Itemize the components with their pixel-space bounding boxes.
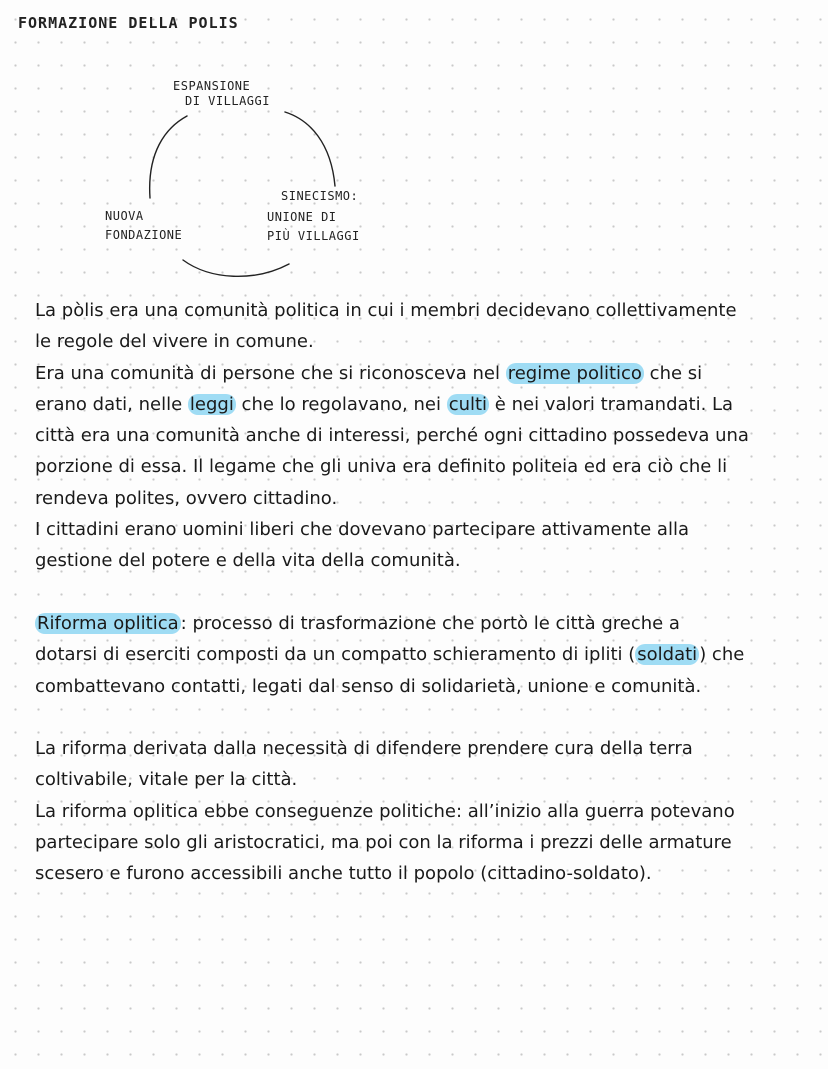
text-line: Era una comunità di persone che si riconosceva nel regime politico che si: [35, 362, 703, 384]
arc-top-right: [285, 112, 335, 186]
node-right-line-2: UNIONE DI: [267, 210, 337, 224]
highlight-leggi: leggi: [189, 393, 234, 415]
node-right-line-3: PIÙ VILLAGGI: [267, 229, 360, 243]
diagram-node-top: [173, 76, 270, 112]
text-line: coltivabile, vitale per la città.: [35, 769, 298, 791]
diagram-node-right: [267, 186, 360, 247]
diagram-node-left: [105, 206, 182, 246]
text-line: I cittadini erano uomini liberi che dovevano partecipare attivamente alla: [35, 519, 689, 541]
highlight-soldati: soldati: [637, 644, 698, 666]
text-line: La pòlis era una comunità politica in cui i membri decidevano collettivamente: [35, 300, 737, 321]
node-top-line-2: DI VILLAGGI: [185, 94, 270, 108]
paragraph-gap: [35, 577, 820, 608]
text-line: Riforma oplitica : processo di trasformazione che portò le città greche a: [37, 612, 680, 634]
page-title: FORMAZIONE DELLA POLIS: [18, 14, 239, 32]
text-line: La riforma derivata dalla necessità di difendere prendere cura della terra: [35, 738, 693, 760]
paragraph-gap: [35, 702, 820, 733]
text-line: scesero e furono accessibili anche tutto il popolo (cittadino-soldato).: [35, 863, 652, 885]
arc-bottom: [183, 260, 289, 276]
node-top-line-1: ESPANSIONE: [173, 79, 251, 93]
text-line: La riforma oplitica ebbe conseguenze politiche: all’inizio alla guerra potevano: [35, 800, 735, 822]
text-line: città era una comunità anche di interessi, perché ogni cittadino possedeva una: [35, 425, 749, 447]
text-line: combattevano contatti, legati dal senso di solidarietà, unione e comunità.: [35, 675, 702, 697]
arc-top-left: [150, 116, 187, 198]
text-line: porzione di essa. Il legame che gli univa era definito politeia ed era ciò che li: [35, 456, 728, 478]
highlight-riforma-oplitica: Riforma oplitica: [37, 612, 179, 634]
highlight-culti: culti: [448, 393, 488, 415]
node-left-line-2: FONDAZIONE: [105, 228, 183, 242]
node-right-line-1: SINECISMO:: [281, 189, 359, 203]
polis-cycle-diagram: [95, 78, 405, 288]
text-line: le regole del vivere in comune.: [35, 331, 314, 353]
text-line: rendeva polites, ovvero cittadino.: [35, 487, 338, 509]
text-line: erano dati, nelle leggi che lo regolavano, nei culti è nei valori tramandati. La: [35, 393, 734, 415]
text-line: gestione del potere e della vita della comunità.: [35, 550, 461, 572]
text-line: dotarsi di eserciti composti da un compatto schieramento di ipliti ( soldati ) che: [35, 644, 745, 666]
highlight-regime-politico: regime politico: [507, 362, 642, 384]
node-left-line-1: NUOVA: [105, 209, 144, 223]
notes-body: [35, 295, 820, 890]
text-line: partecipare solo gli aristocratici, ma poi con la riforma i prezzi delle armature: [35, 832, 732, 854]
